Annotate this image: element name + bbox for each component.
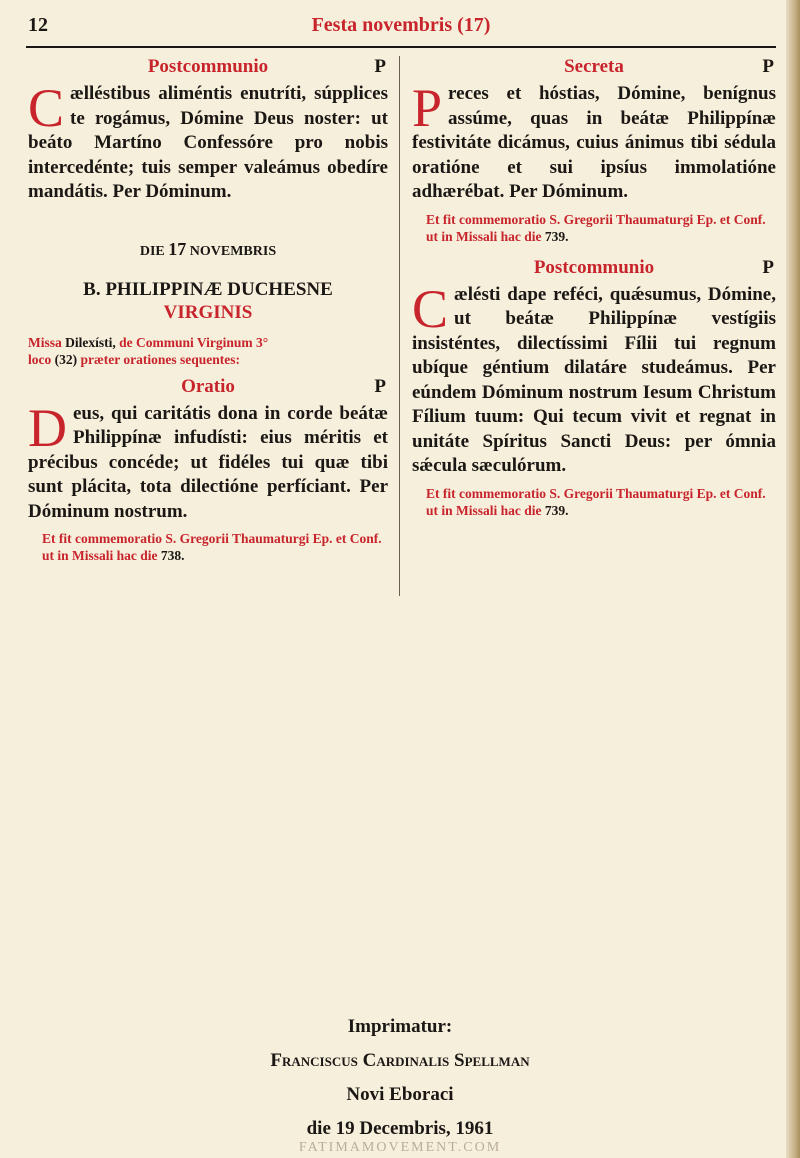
commemoratio-text: Et fit commemoratio S. Gregorii Thaumaturgi Ep. et Conf. ut in Missali hac die xyxy=(42,531,382,563)
commemoratio-rubric xyxy=(28,530,388,564)
dropcap: C xyxy=(412,278,449,339)
date-heading xyxy=(28,239,388,260)
postcommunio-body: ælléstibus aliméntis enutríti, súpplices te rogámus, Dómine Deus noster: ut beáto Martíno Confessóre pro nobis intercedénte; tuis semper valeámus obedíre mandátis. Per Dóminum. xyxy=(28,83,388,202)
column-divider xyxy=(399,56,400,596)
running-title: Festa novembris (17) xyxy=(311,14,491,36)
postcommunio-title: Postcommunio xyxy=(147,56,269,77)
missa-praeter: præter orationes sequentes: xyxy=(80,351,240,367)
dropcap: C xyxy=(28,78,65,138)
right-column xyxy=(412,54,776,519)
commemoratio-rubric xyxy=(412,485,776,519)
oratio-text xyxy=(28,397,388,525)
imprimatur-place: Novi Eboraci xyxy=(346,1084,454,1105)
missa-page: (32) xyxy=(54,351,78,367)
imprimatur-date: die 19 Decembris, 1961 xyxy=(306,1118,494,1139)
postcommunio-mark: P xyxy=(762,256,774,278)
postcommunio-text xyxy=(412,278,776,479)
commemoratio-rubric xyxy=(412,211,776,245)
oratio-mark: P xyxy=(374,375,386,397)
oratio-heading xyxy=(28,374,388,400)
die-number: 17 xyxy=(168,238,187,259)
die-month: NOVEMBRIS xyxy=(189,243,277,259)
postcommunio-body: ælésti dape reféci, quǽsumus, Dómine, ut beátæ Philippínæ vestígiis insisténtes, dilectíssimi Fílii tui regnum ubíque géntium dilatáre studeámus. Per eúndem Dóminum nostrum Iesum Christum Fílium tuum: Qui tecum vivit et regnat in unitáte Spíritus Sancti Deus: per ómnia sǽcula sæculórum. xyxy=(412,283,776,476)
die-prefix: DIE xyxy=(139,243,165,259)
commemoratio-text: Et fit commemoratio S. Gregorii Thaumaturgi Ep. et Conf. ut in Missali hac die xyxy=(426,211,766,244)
oratio-body: eus, qui caritátis dona in corde beátæ Philippínæ infudísti: eius méritis et précibus concéde; ut fidéles tui quæ tibi sunt plácita, tota dilectióne perfíciant. Per Dóminum nostrum. xyxy=(28,402,388,522)
page-number: 12 xyxy=(28,14,48,36)
saint-rank: VIRGINIS xyxy=(163,301,253,323)
imprimatur-block xyxy=(0,1010,800,1146)
page-edge xyxy=(786,0,800,1158)
secreta-text xyxy=(412,78,776,205)
secreta-title: Secreta xyxy=(564,56,624,77)
postcommunio-title: Postcommunio xyxy=(533,256,655,278)
header-rule xyxy=(26,46,776,48)
dropcap: P xyxy=(412,78,443,138)
secreta-body: reces et hóstias, Dómine, benígnus assúme, quas in beátæ Philippínæ festivitáte dicámus, cuius ánimus tibi sédula oratióne et sui ipsíus immolatióne adhærébat. Per Dóminum. xyxy=(412,83,776,202)
commemoratio-page: 739. xyxy=(544,228,569,244)
commemoratio-text: Et fit commemoratio S. Gregorii Thaumaturgi Ep. et Conf. ut in Missali hac die xyxy=(426,485,766,518)
commemoratio-page: 739. xyxy=(544,502,569,518)
missa-commune: de Communi Virginum 3° xyxy=(119,334,269,350)
postcommunio-heading xyxy=(412,255,776,281)
postcommunio-heading xyxy=(28,54,388,80)
commemoratio-page: 738. xyxy=(160,548,185,563)
postcommunio-mark: P xyxy=(374,56,386,77)
missa-word: Missa xyxy=(28,334,62,350)
saint-name: B. PHILIPPINÆ DUCHESNE xyxy=(83,278,333,300)
secreta-heading xyxy=(412,54,776,80)
watermark: FATIMAMOVEMENT.COM xyxy=(298,1140,502,1155)
dropcap: D xyxy=(28,397,67,458)
missa-rubric xyxy=(28,334,388,368)
saint-title xyxy=(28,278,388,324)
postcommunio-text xyxy=(28,78,388,205)
oratio-title: Oratio xyxy=(181,375,235,397)
left-column xyxy=(28,54,388,564)
imprimatur-label: Imprimatur: xyxy=(347,1016,453,1037)
imprimatur-name: Franciscus Cardinalis Spellman xyxy=(270,1050,530,1071)
missa-loco: loco xyxy=(28,351,52,367)
secreta-mark: P xyxy=(762,56,774,77)
missa-introit: Dilexísti, xyxy=(65,334,116,350)
page-header xyxy=(26,14,776,42)
